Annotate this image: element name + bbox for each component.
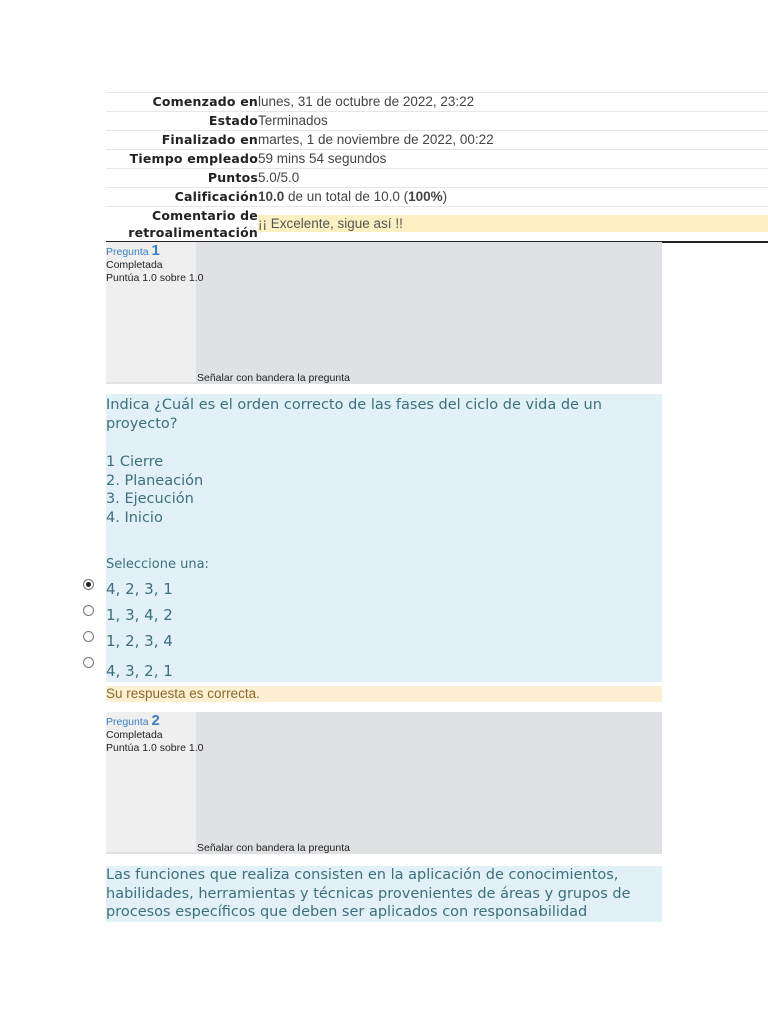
feedback-label (106, 207, 258, 241)
answer-option-label: 1, 3, 4, 2 (106, 606, 173, 624)
question-1-info (106, 242, 662, 384)
question-2-text: Las funciones que realiza consisten en la aplicación de conocimientos, habilidades, herramientas y técnicas provenientes de áreas y grupos de procesos específicos que deben ser aplicados con responsabilidad (106, 867, 631, 920)
radio-icon[interactable] (83, 605, 94, 616)
summary-row-time (106, 150, 768, 169)
question-1-feedback: Su respuesta es correcta. (106, 686, 662, 702)
finished-value: martes, 1 de noviembre de 2022, 00:22 (258, 132, 494, 147)
question-1-text: Indica ¿Cuál es el orden correcto de las fases del ciclo de vida de un proyecto? (106, 397, 602, 432)
finished-label: Finalizado en (161, 132, 258, 147)
question-2-flag-link[interactable]: Señalar con bandera la pregunta (197, 842, 350, 854)
question-2-info (106, 712, 662, 854)
answer-option-label: 4, 3, 2, 1 (106, 662, 173, 680)
feedback-label-line2: retroalimentación (128, 225, 258, 240)
quiz-summary-table (106, 92, 768, 243)
question-1-state: Completada (106, 259, 163, 271)
time-label: Tiempo empleado (129, 151, 258, 166)
feedback-value: ¡¡ Excelente, sigue así !! (258, 215, 768, 232)
grade-score: 10.0 (258, 189, 285, 204)
question-1-flag-link[interactable]: Señalar con bandera la pregunta (197, 372, 350, 384)
question-1-content (106, 394, 662, 682)
question-1-list-item: 3. Ejecución (106, 491, 194, 507)
state-value: Terminados (258, 113, 328, 128)
question-1-word: Pregunta (106, 246, 149, 258)
question-1-score: Puntúa 1.0 sobre 1.0 (106, 272, 204, 284)
grade-value (258, 188, 768, 206)
question-2-number: 2 (151, 712, 160, 729)
radio-selected-icon[interactable] (83, 579, 94, 590)
question-1-list-item: 2. Planeación (106, 472, 204, 489)
grade-close: ) (442, 189, 448, 204)
started-label: Comenzado en (152, 94, 258, 109)
radio-icon[interactable] (83, 631, 94, 642)
question-2-word: Pregunta (106, 716, 149, 728)
answer-option-3[interactable] (106, 628, 662, 654)
state-label: Estado (208, 113, 258, 128)
question-2-score: Puntúa 1.0 sobre 1.0 (106, 742, 204, 754)
question-2-content (106, 866, 662, 922)
grade-label: Calificación (174, 189, 258, 204)
question-1-list-item: 4. Inicio (106, 509, 163, 526)
summary-row-feedback (106, 207, 768, 243)
question-1-header (106, 244, 204, 285)
points-value: 5.0/5.0 (258, 170, 300, 185)
question-1-prompt: Seleccione una: (106, 557, 209, 572)
summary-row-finished (106, 131, 768, 150)
summary-row-points (106, 169, 768, 188)
answer-option-4[interactable] (106, 654, 662, 684)
answer-option-2[interactable] (106, 602, 662, 628)
summary-row-grade (106, 188, 768, 207)
time-value: 59 mins 54 segundos (258, 151, 387, 166)
summary-row-started (106, 93, 768, 112)
feedback-label-line1: Comentario de (152, 208, 258, 223)
answer-option-label: 4, 2, 3, 1 (106, 580, 173, 598)
question-1-number: 1 (151, 242, 160, 259)
question-2-header (106, 714, 204, 755)
grade-percent: 100% (408, 189, 443, 204)
started-value: lunes, 31 de octubre de 2022, 23:22 (258, 94, 475, 109)
grade-total: de un total de 10.0 ( (284, 189, 409, 204)
question-1-list-item: 1 Cierre (106, 454, 164, 470)
radio-icon[interactable] (83, 657, 94, 668)
summary-row-state (106, 112, 768, 131)
question-1-options (106, 576, 662, 684)
question-2-state: Completada (106, 729, 163, 741)
points-label: Puntos (207, 170, 258, 185)
answer-option-label: 1, 2, 3, 4 (106, 632, 173, 650)
answer-option-1[interactable] (106, 576, 662, 602)
